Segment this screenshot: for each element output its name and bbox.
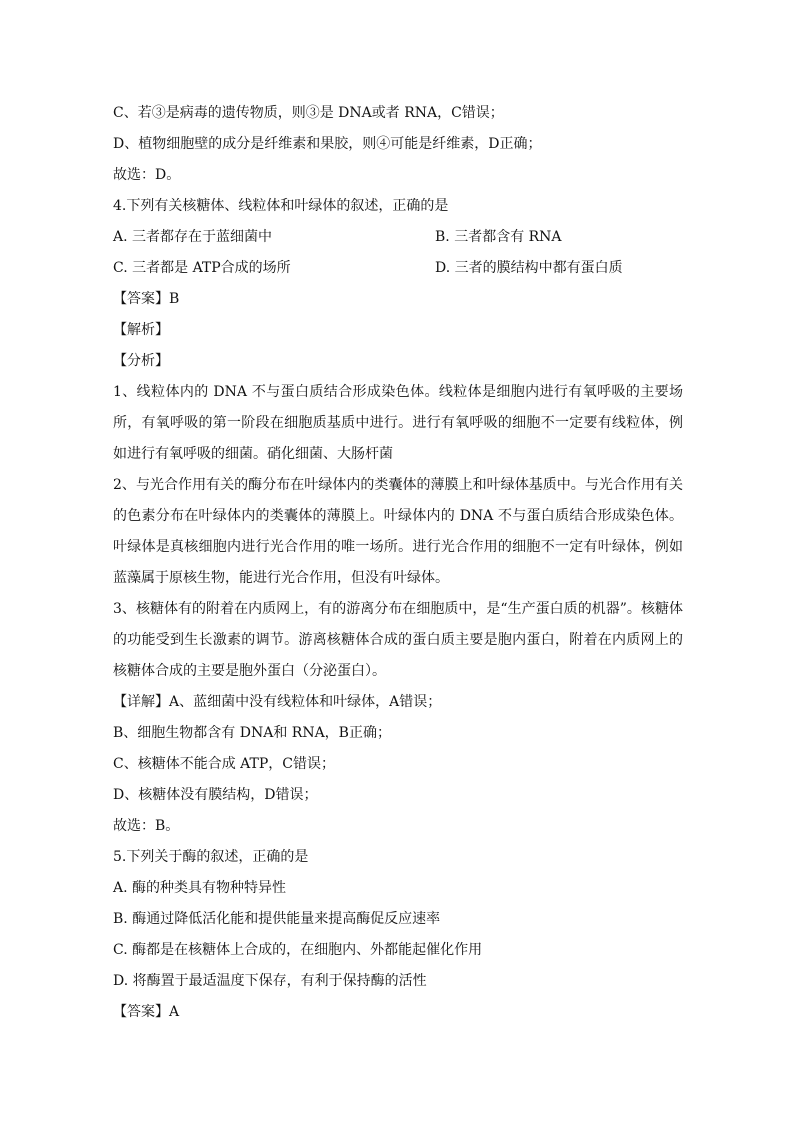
q4-detail-c: C、核糖体不能合成 ATP，C错误； — [113, 756, 335, 772]
q3-option-c-explanation: C、若③是病毒的遗传物质，则③是 DNA或者 RNA，C错误； — [113, 105, 504, 121]
q3-final-choice: 故选：D。 — [113, 167, 181, 183]
q4-option-a: A. 三者都存在于蓝细菌中 — [113, 229, 273, 245]
q3-option-d-explanation: D、植物细胞壁的成分是纤维素和果胶，则④可能是纤维素，D正确； — [113, 136, 542, 152]
q5-stem: 5.下列关于酶的叙述，正确的是 — [113, 849, 309, 865]
q4-analysis-paragraph-3: 3、核糖体有的附着在内质网上，有的游离分布在细胞质中，是“生产蛋白质的机器”。核糖体的功能受到生长激素的调节。游离核糖体合成的蛋白质主要是胞内蛋白，附着在内质网上的核糖体合成的主要是胞外蛋白（分泌蛋白）。 — [113, 601, 683, 679]
q5-option-c: C. 酶都是在核糖体上合成的，在细胞内、外都能起催化作用 — [113, 942, 483, 958]
q5-answer: 【答案】A — [113, 1004, 180, 1020]
document-page — [113, 98, 683, 1028]
q5-option-d: D. 将酶置于最适温度下保存，有利于保持酶的活性 — [113, 973, 427, 989]
q5-option-b: B. 酶通过降低活化能和提供能量来提高酶促反应速率 — [113, 911, 441, 927]
q4-options-row-2 — [113, 253, 683, 284]
q4-analysis-paragraph-2: 2、与光合作用有关的酶分布在叶绿体内的类囊体的薄膜上和叶绿体基质中。与光合作用有关的色素分布在叶绿体内的类囊体的薄膜上。叶绿体内的 DNA 不与蛋白质结合形成染色体。叶绿体是真核细胞内进行光合作用的唯一场所。进行光合作用的细胞不一定有叶绿体，例如蓝藻属于原核生物，能进行光合作用，但没有叶绿体。 — [113, 477, 683, 586]
q4-stem: 4.下列有关核糖体、线粒体和叶绿体的叙述，正确的是 — [113, 198, 449, 214]
q4-analysis-heading: 【解析】 — [113, 322, 169, 338]
q4-option-d: D. 三者的膜结构中都有蛋白质 — [435, 260, 623, 276]
q4-option-b: B. 三者都含有 RNA — [435, 229, 562, 245]
q4-final-choice: 故选：B。 — [113, 818, 180, 834]
q4-detail-a: 【详解】A、蓝细菌中没有线粒体和叶绿体，A错误； — [113, 694, 442, 710]
q4-fenxi-heading: 【分析】 — [113, 353, 169, 369]
q4-answer: 【答案】B — [113, 291, 180, 307]
q4-analysis-paragraph-1: 1、线粒体内的 DNA 不与蛋白质结合形成染色体。线粒体是细胞内进行有氧呼吸的主要场所，有氧呼吸的第一阶段在细胞质基质中进行。进行有氧呼吸的细胞不一定要有线粒体，例如进行有氧呼吸的细菌。硝化细菌、大肠杆菌 — [113, 384, 683, 462]
q4-detail-d: D、核糖体没有膜结构，D错误； — [113, 787, 318, 803]
q4-detail-b: B、细胞生物都含有 DNA和 RNA，B正确； — [113, 725, 391, 741]
q5-option-a: A. 酶的种类具有物种特异性 — [113, 880, 287, 896]
q4-option-c: C. 三者都是 ATP合成的场所 — [113, 260, 291, 276]
q4-options-row-1 — [113, 222, 683, 253]
